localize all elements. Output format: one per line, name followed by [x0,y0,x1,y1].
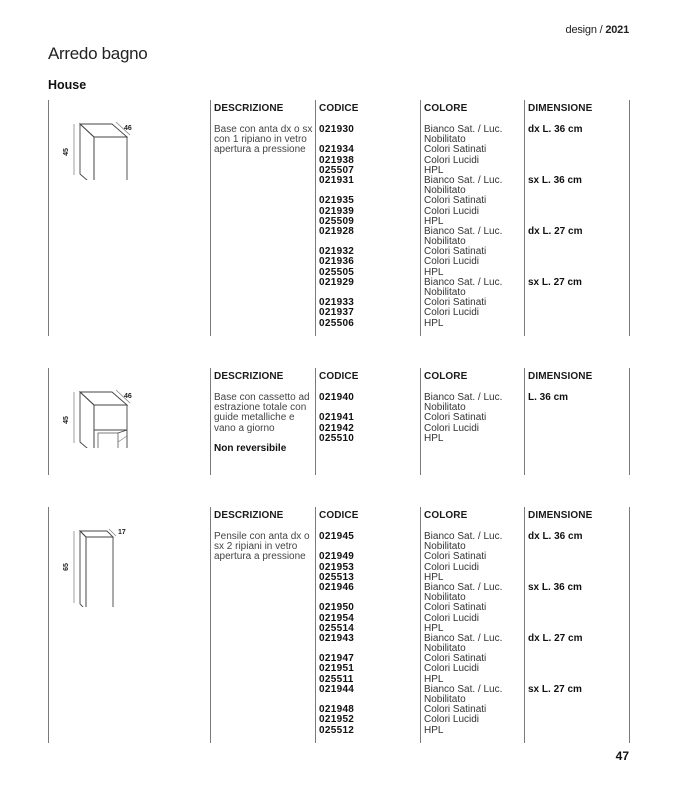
color-finish: HPL [424,317,444,329]
dimension-spacer [528,654,592,664]
row-spacer [528,542,592,552]
column-divider [315,100,316,336]
color-finish: Bianco Sat. / Luc. [424,683,503,695]
product-code: 021954 [319,612,355,624]
color-finish: Bianco Sat. / Luc. [424,174,503,186]
row-spacer [528,288,592,298]
column-divider [420,368,421,475]
color-finish: HPL [424,571,444,583]
dimension-spacer [528,664,592,674]
description-line: Pensile con anta dx o [214,531,310,542]
product-code: 021932 [319,246,355,258]
row-spacer [528,186,592,196]
color-finish: Colori Satinati [424,704,487,716]
header-dimensione: DIMENSIONE [528,103,593,114]
color-finish-detail: Nobilitato [424,134,466,146]
wall-cabinet-drawing [48,507,148,607]
color-finish: HPL [424,724,444,736]
product-code: 021939 [319,205,355,217]
dimension-value: dx L. 27 cm [528,632,583,644]
column-desc [214,103,312,156]
product-code: 021933 [319,297,355,309]
column-divider [210,507,211,743]
color-finish-detail: Nobilitato [424,541,466,553]
product-code: 021945 [319,531,355,542]
row-spacer [528,644,592,654]
collection-title: House [48,78,87,92]
product-code: 025505 [319,266,355,278]
color-finish-detail: Nobilitato [424,287,466,298]
dimension-spacer [528,247,592,257]
product-code: 021942 [319,422,355,434]
product-section [0,507,678,743]
column-code [319,371,359,444]
row-spacer [528,403,592,413]
product-code: 021946 [319,581,355,593]
color-finish: Bianco Sat. / Luc. [424,276,503,288]
color-finish: Colori Satinati [424,144,487,156]
row-spacer [528,237,592,247]
dimension-spacer [528,705,592,715]
product-code: 025510 [319,432,355,444]
column-code [319,510,359,736]
color-finish: Colori Lucidi [424,612,480,624]
svg-text:45: 45 [63,416,70,424]
header-colore: COLORE [424,510,468,521]
color-finish: Colori Lucidi [424,561,480,573]
color-finish: Colori Satinati [424,653,487,665]
brand-label [566,24,629,36]
svg-text:17: 17 [118,529,126,536]
page-title: Arredo bagno [48,44,148,63]
color-finish: Bianco Sat. / Luc. [424,531,503,542]
dimension-spacer [528,424,592,434]
product-code: 021941 [319,412,355,424]
color-finish: Bianco Sat. / Luc. [424,225,503,237]
column-divider [629,368,630,475]
description-note: Non reversibile [214,442,287,454]
dimension-spacer [528,434,592,444]
header-codice: CODICE [319,510,359,521]
description-line: sx 2 ripiani in vetro [214,541,298,553]
dimension-spacer [528,563,592,573]
dimension-spacer [528,156,592,166]
color-finish: Colori Lucidi [424,256,480,268]
product-code: 025507 [319,164,355,176]
dimension-spacer [528,614,592,624]
header-codice: CODICE [319,371,359,382]
color-finish: Colori Lucidi [424,307,480,319]
header-dimensione: DIMENSIONE [528,371,593,382]
dimension-value: dx L. 36 cm [528,531,583,542]
product-illustration [48,507,148,607]
color-finish: Colori Satinati [424,551,487,563]
page-number: 47 [615,749,629,763]
product-code: 021930 [319,124,355,135]
color-finish: HPL [424,673,444,685]
description-line: vano a giorno [214,422,275,434]
product-illustration [48,368,148,448]
description-line: apertura a pressione [214,551,306,563]
product-code: 025513 [319,571,355,583]
color-finish-detail: Nobilitato [424,236,466,248]
color-finish: Bianco Sat. / Luc. [424,632,503,644]
color-finish: HPL [424,432,444,444]
product-code: 021951 [319,663,355,675]
color-finish-detail: Nobilitato [424,694,466,705]
color-finish: Colori Lucidi [424,205,480,217]
row-spacer [528,593,592,603]
color-finish-detail: Nobilitato [424,643,466,655]
column-divider [315,368,316,475]
product-code: 021935 [319,195,355,207]
column-color [424,510,502,736]
color-finish-detail: Nobilitato [424,402,466,414]
header-descrizione: DESCRIZIONE [214,371,284,382]
column-dim [528,510,592,736]
dimension-spacer [528,257,592,267]
product-code: 021943 [319,632,355,644]
dimension-spacer [528,308,592,318]
product-code: 021934 [319,144,355,156]
color-finish-detail: Nobilitato [424,592,466,604]
brand-prefix: design / [565,24,606,36]
header-colore: COLORE [424,103,468,114]
dimension-value: L. 36 cm [528,392,569,403]
column-dim [528,103,592,329]
color-finish: Bianco Sat. / Luc. [424,392,503,403]
color-finish: Colori Satinati [424,246,487,258]
svg-text:46: 46 [124,125,132,132]
product-code: 025509 [319,215,355,227]
column-divider [210,368,211,475]
svg-text:65: 65 [63,563,70,571]
product-code: 021948 [319,704,355,716]
color-finish: Colori Lucidi [424,663,480,675]
color-finish: HPL [424,266,444,278]
svg-text:45: 45 [63,148,70,156]
header-colore: COLORE [424,371,468,382]
description-line: estrazione totale con [214,402,307,414]
svg-text:46: 46 [124,393,132,400]
color-finish: Bianco Sat. / Luc. [424,581,503,593]
column-divider [629,100,630,336]
product-code: 021940 [319,392,355,403]
product-code: 021938 [319,154,355,166]
description-line: con 1 ripiano in vetro [214,134,307,146]
row-spacer [528,695,592,705]
column-color [424,371,502,444]
base-cabinet-drawer-drawing [48,368,148,448]
product-code: 021947 [319,653,355,665]
header-descrizione: DESCRIZIONE [214,510,284,521]
product-code: 021953 [319,561,355,573]
dimension-spacer [528,196,592,206]
color-finish: Colori Lucidi [424,422,480,434]
column-divider [629,507,630,743]
dimension-spacer [528,603,592,613]
product-code: 021931 [319,174,355,186]
product-code: 021950 [319,602,355,614]
dimension-spacer [528,145,592,155]
column-divider [524,507,525,743]
description-line: apertura a pressione [214,144,306,156]
description-line: Base con cassetto ad [214,392,310,403]
dimension-spacer [528,726,592,736]
column-color [424,103,502,329]
color-finish: Colori Satinati [424,297,487,309]
column-divider [420,507,421,743]
product-code: 021928 [319,225,355,237]
column-desc [214,510,310,563]
header-descrizione: DESCRIZIONE [214,103,284,114]
color-finish: Colori Satinati [424,195,487,207]
header-dimensione: DIMENSIONE [528,510,593,521]
row-spacer [528,135,592,145]
color-finish: HPL [424,164,444,176]
column-divider [524,368,525,475]
dimension-value: dx L. 27 cm [528,225,583,237]
product-code: 021952 [319,714,355,726]
dimension-value: sx L. 27 cm [528,683,582,695]
dimension-value: sx L. 36 cm [528,174,582,186]
column-dim [528,371,592,444]
column-divider [524,100,525,336]
product-code: 025511 [319,673,354,685]
color-finish: Colori Lucidi [424,154,480,166]
product-code: 025506 [319,317,355,329]
product-illustration [48,100,148,180]
product-code: 021936 [319,256,355,268]
dimension-spacer [528,298,592,308]
brand-year: 2021 [605,24,629,36]
column-desc [214,371,310,454]
description-line: guide metalliche e [214,412,295,424]
product-code: 021929 [319,276,355,288]
product-code: 021937 [319,307,355,319]
product-code: 021949 [319,551,355,563]
color-finish: HPL [424,622,444,634]
column-divider [315,507,316,743]
dimension-spacer [528,552,592,562]
color-finish: Bianco Sat. / Luc. [424,124,503,135]
dimension-spacer [528,319,592,329]
color-finish: Colori Lucidi [424,714,480,726]
product-code: 025512 [319,724,355,736]
color-finish: HPL [424,215,444,227]
dimension-spacer [528,715,592,725]
description-line: Base con anta dx o sx [214,124,313,135]
product-code: 021944 [319,683,355,695]
base-cabinet-door-drawing [48,100,148,180]
dimension-spacer [528,207,592,217]
color-finish: Colori Satinati [424,412,487,424]
column-code [319,103,359,329]
dimension-value: dx L. 36 cm [528,124,583,135]
column-divider [210,100,211,336]
product-section [0,100,678,336]
dimension-value: sx L. 36 cm [528,581,582,593]
product-section [0,368,678,475]
dimension-spacer [528,413,592,423]
column-divider [420,100,421,336]
color-finish-detail: Nobilitato [424,185,466,197]
dimension-value: sx L. 27 cm [528,276,582,288]
product-code: 025514 [319,622,355,634]
header-codice: CODICE [319,103,359,114]
color-finish: Colori Satinati [424,602,487,614]
